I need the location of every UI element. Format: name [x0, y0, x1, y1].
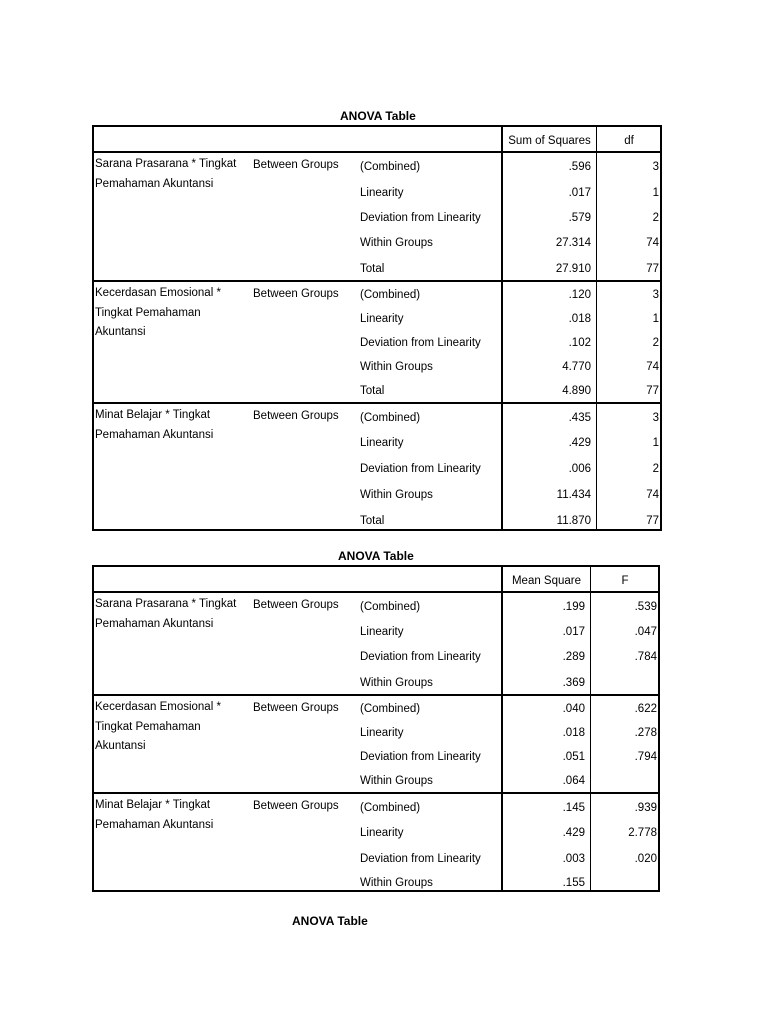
row-label: Linearity: [360, 827, 404, 839]
value-cell: .539: [634, 600, 657, 613]
row-label: Within Groups: [360, 489, 433, 501]
value-cell: 3: [652, 411, 659, 424]
variable-pair-label: Minat Belajar * Tingkat Pemahaman Akuntansi: [95, 409, 214, 441]
value-cell: .018: [568, 313, 591, 325]
row-label: Deviation from Linearity: [360, 751, 481, 763]
value-cell: .939: [634, 801, 657, 814]
value-cell: .435: [568, 411, 591, 424]
variable-pair-label: Kecerdasan Emosional * Tingkat Pemahaman Akuntansi: [95, 701, 221, 752]
row-divider: [94, 280, 660, 282]
value-cell: 2: [652, 211, 659, 224]
value-cell: .596: [568, 161, 591, 173]
row-divider: [94, 694, 658, 696]
source-label: Between Groups: [253, 599, 339, 611]
value-cell: 77: [646, 262, 659, 275]
value-cell: .369: [562, 676, 585, 689]
column-header: df: [624, 135, 634, 147]
row-label: (Combined): [360, 411, 421, 424]
value-cell: .064: [562, 775, 585, 787]
source-label: Between Groups: [253, 288, 339, 300]
column-divider: [590, 567, 591, 890]
table-title: ANOVA Table: [338, 549, 414, 563]
source-label: Between Groups: [253, 159, 339, 171]
row-label: (Combined): [360, 161, 421, 173]
row-label: (Combined): [360, 801, 421, 814]
value-cell: .429: [562, 827, 585, 839]
row-label: Total: [360, 515, 385, 527]
source-label: Between Groups: [253, 800, 339, 812]
value-cell: .199: [562, 600, 585, 613]
value-cell: 27.910: [555, 262, 591, 275]
value-cell: 74: [646, 237, 659, 249]
value-cell: 4.770: [562, 361, 591, 373]
row-label: Deviation from Linearity: [360, 852, 481, 865]
row-divider: [94, 151, 660, 153]
row-label: Linearity: [360, 437, 404, 449]
footer-table-title: ANOVA Table: [292, 914, 368, 928]
table-title: ANOVA Table: [340, 109, 416, 123]
row-label: Deviation from Linearity: [360, 211, 481, 224]
value-cell: .155: [562, 877, 585, 889]
row-divider: [94, 591, 658, 593]
value-cell: .120: [568, 289, 591, 301]
row-divider: [94, 402, 660, 404]
row-label: Within Groups: [360, 775, 433, 787]
row-label: Within Groups: [360, 361, 433, 373]
value-cell: .017: [568, 186, 591, 199]
variable-pair-label: Sarana Prasarana * Tingkat Pemahaman Akuntansi: [95, 158, 237, 190]
row-label: Deviation from Linearity: [360, 337, 481, 349]
column-divider: [596, 127, 597, 529]
source-label: Between Groups: [253, 702, 339, 714]
value-cell: 74: [646, 361, 659, 373]
row-label: Total: [360, 262, 385, 275]
row-label: Within Groups: [360, 237, 433, 249]
variable-pair-label: Minat Belajar * Tingkat Pemahaman Akuntansi: [95, 799, 214, 831]
value-cell: 3: [652, 161, 659, 173]
value-cell: .429: [568, 437, 591, 449]
row-label: Deviation from Linearity: [360, 651, 481, 663]
value-cell: 27.314: [555, 237, 591, 249]
value-cell: .784: [634, 651, 657, 663]
row-label: Linearity: [360, 313, 404, 325]
variable-pair-label: Sarana Prasarana * Tingkat Pemahaman Akuntansi: [95, 598, 237, 630]
value-cell: .102: [568, 337, 591, 349]
value-cell: .794: [634, 751, 657, 763]
value-cell: .006: [568, 463, 591, 475]
row-label: (Combined): [360, 703, 421, 715]
value-cell: .622: [634, 703, 657, 715]
value-cell: 1: [652, 437, 659, 449]
row-label: Within Groups: [360, 877, 433, 889]
value-cell: 77: [646, 515, 659, 527]
anova-table: [92, 125, 662, 531]
row-label: (Combined): [360, 289, 421, 301]
row-label: Within Groups: [360, 676, 433, 689]
value-cell: .040: [562, 703, 585, 715]
value-cell: .018: [562, 727, 585, 739]
value-cell: .051: [562, 751, 585, 763]
value-cell: .047: [634, 625, 657, 638]
value-cell: .289: [562, 651, 585, 663]
value-cell: .579: [568, 211, 591, 224]
value-cell: .020: [634, 852, 657, 865]
value-cell: .003: [562, 852, 585, 865]
column-header: Sum of Squares: [508, 135, 591, 147]
value-cell: 11.434: [556, 489, 591, 501]
value-cell: 4.890: [562, 385, 591, 397]
row-label: Total: [360, 385, 385, 397]
column-header: Mean Square: [511, 575, 582, 587]
value-cell: 2: [652, 337, 659, 349]
source-label: Between Groups: [253, 410, 339, 422]
row-divider: [94, 792, 658, 794]
row-label: Linearity: [360, 727, 404, 739]
anova-table: [92, 565, 660, 892]
value-cell: .278: [634, 727, 657, 739]
value-cell: 11.870: [556, 515, 591, 527]
row-label: Linearity: [360, 625, 404, 638]
row-label: Linearity: [360, 186, 404, 199]
row-label: (Combined): [360, 600, 421, 613]
value-cell: 74: [646, 489, 659, 501]
value-cell: 77: [646, 385, 659, 397]
value-cell: 2.778: [628, 827, 657, 839]
column-header: F: [621, 575, 629, 587]
row-label: Deviation from Linearity: [360, 463, 481, 475]
value-cell: 2: [652, 463, 659, 475]
value-cell: 1: [652, 186, 659, 199]
value-cell: .017: [562, 625, 585, 638]
variable-pair-label: Kecerdasan Emosional * Tingkat Pemahaman Akuntansi: [95, 287, 221, 338]
value-cell: 3: [652, 289, 659, 301]
value-cell: 1: [652, 313, 659, 325]
value-cell: .145: [562, 801, 585, 814]
